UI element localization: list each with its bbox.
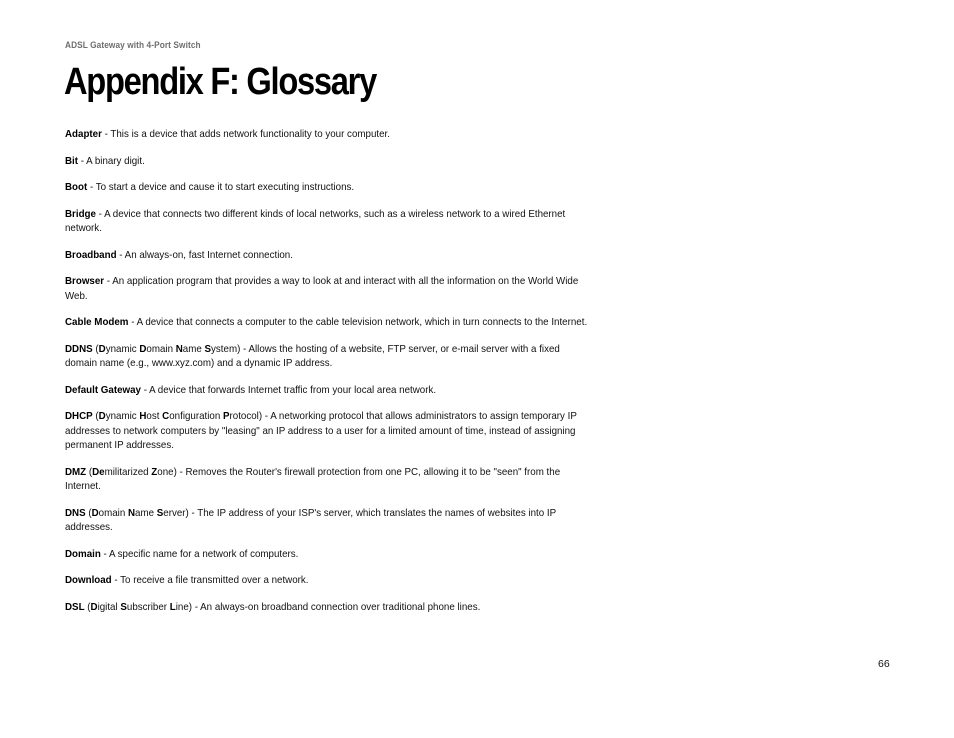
acronym-initial: D <box>91 506 99 519</box>
glossary-term: Download <box>65 574 112 586</box>
acronym-initial: D <box>139 342 147 355</box>
glossary-definition: - A device that forwards Internet traffic from your local area network. <box>140 383 437 396</box>
acronym-initial: D <box>98 410 106 422</box>
acronym-rest: omain <box>98 506 128 519</box>
acronym-rest: ynamic <box>105 342 140 355</box>
acronym-expansion: (Digital Subscriber Line) <box>84 600 193 613</box>
glossary-entry <box>65 248 590 263</box>
acronym-rest: ame <box>182 342 205 355</box>
glossary-term: Default Gateway <box>65 383 141 396</box>
acronym-rest: rotocol <box>229 410 259 422</box>
glossary-definition: - An always-on, fast Internet connection. <box>116 248 293 261</box>
glossary-term: DHCP <box>65 410 93 422</box>
acronym-initial: D <box>98 342 106 355</box>
glossary-definition: - Removes the Router's firewall protection from one PC, allowing it to be "seen" from the Internet. <box>65 465 561 492</box>
glossary-definition: - A device that connects a computer to the cable television network, which in turn connects to the Internet. <box>128 316 588 328</box>
acronym-expansion: (Dynamic Host Configuration Protocol) <box>92 410 263 422</box>
glossary-term: DMZ <box>65 465 87 478</box>
glossary-term: Boot <box>65 181 88 193</box>
glossary-term: DDNS <box>65 342 93 355</box>
acronym-expansion: (Dynamic Domain Name System) <box>92 342 241 355</box>
acronym-initial: N <box>175 342 183 355</box>
glossary-list <box>65 127 645 626</box>
glossary-definition: - To start a device and cause it to start executing instructions. <box>87 181 355 193</box>
glossary-term: Bridge <box>65 207 96 220</box>
glossary-term: Browser <box>65 275 105 287</box>
acronym-rest: onfiguration <box>169 410 223 422</box>
glossary-entry <box>65 409 590 453</box>
acronym-initial: S <box>156 506 164 519</box>
glossary-term: Broadband <box>65 248 117 261</box>
glossary-entry <box>65 127 590 142</box>
acronym-rest: ystem <box>211 342 238 355</box>
acronym-initial: C <box>162 410 170 422</box>
glossary-term: Domain <box>65 547 101 560</box>
glossary-definition: - The IP address of your ISP's server, which translates the names of websites into IP addresses. <box>65 506 556 533</box>
acronym-initial: S <box>204 342 212 355</box>
acronym-rest: igital <box>97 600 121 613</box>
glossary-entry <box>65 573 590 588</box>
acronym-rest: erver <box>163 506 186 519</box>
glossary-definition: - A specific name for a network of computers. <box>100 547 299 560</box>
glossary-definition: - An always-on broadband connection over traditional phone lines. <box>192 600 481 613</box>
acronym-initial: De <box>92 465 105 478</box>
glossary-definition: - A binary digit. <box>78 154 145 167</box>
glossary-entry <box>65 506 590 535</box>
running-header: ADSL Gateway with 4-Port Switch <box>65 40 201 50</box>
acronym-expansion: (Domain Name Server) <box>85 506 189 519</box>
glossary-entry <box>65 547 590 562</box>
acronym-initial: D <box>90 600 98 613</box>
glossary-definition: - This is a device that adds network functionality to your computer. <box>101 128 390 140</box>
glossary-definition: - An application program that provides a way to look at and interact with all the information on the World Wide Web. <box>65 275 579 302</box>
glossary-entry <box>65 465 590 494</box>
glossary-entry <box>65 600 590 615</box>
glossary-entry <box>65 383 590 398</box>
glossary-entry <box>65 207 590 236</box>
glossary-definition: - Allows the hosting of a website, FTP server, or e-mail server with a fixed domain name (e.g., www.xyz.com) and a dynamic IP address. <box>65 342 560 369</box>
page-title: Appendix F: Glossary <box>64 61 376 103</box>
page-number: 66 <box>878 658 890 670</box>
glossary-definition: - A device that connects two different kinds of local networks, such as a wireless network to a wired Ethernet network. <box>65 207 566 234</box>
glossary-term: Bit <box>65 154 79 167</box>
acronym-rest: ynamic <box>105 410 140 422</box>
acronym-rest: ame <box>135 506 157 519</box>
glossary-entry <box>65 180 590 195</box>
acronym-initial: H <box>139 410 147 422</box>
acronym-rest: ubscriber <box>126 600 170 613</box>
acronym-initial: Z <box>151 465 158 478</box>
glossary-term: Cable Modem <box>65 316 129 328</box>
glossary-entry <box>65 315 590 330</box>
glossary-definition: - To receive a file transmitted over a network. <box>111 574 309 586</box>
acronym-rest: militarized <box>104 465 152 478</box>
acronym-rest: ine <box>175 600 189 613</box>
glossary-entry <box>65 154 590 169</box>
glossary-entry <box>65 274 590 303</box>
acronym-rest: ost <box>146 410 163 422</box>
glossary-definition: - A networking protocol that allows administrators to assign temporary IP addresses to network computers by "leasing" an IP address to a user for a limited amount of time, instead of assigning permanent IP addresses. <box>65 410 577 451</box>
acronym-initial: P <box>222 410 230 422</box>
acronym-rest: one <box>157 465 174 478</box>
glossary-term: DSL <box>65 600 85 613</box>
glossary-term: DNS <box>65 506 86 519</box>
acronym-initial: L <box>169 600 176 613</box>
glossary-term: Adapter <box>65 128 102 140</box>
acronym-initial: N <box>127 506 136 519</box>
acronym-initial: S <box>120 600 127 613</box>
acronym-rest: omain <box>146 342 176 355</box>
acronym-expansion: (Demilitarized Zone) <box>86 465 177 478</box>
glossary-entry <box>65 342 590 371</box>
